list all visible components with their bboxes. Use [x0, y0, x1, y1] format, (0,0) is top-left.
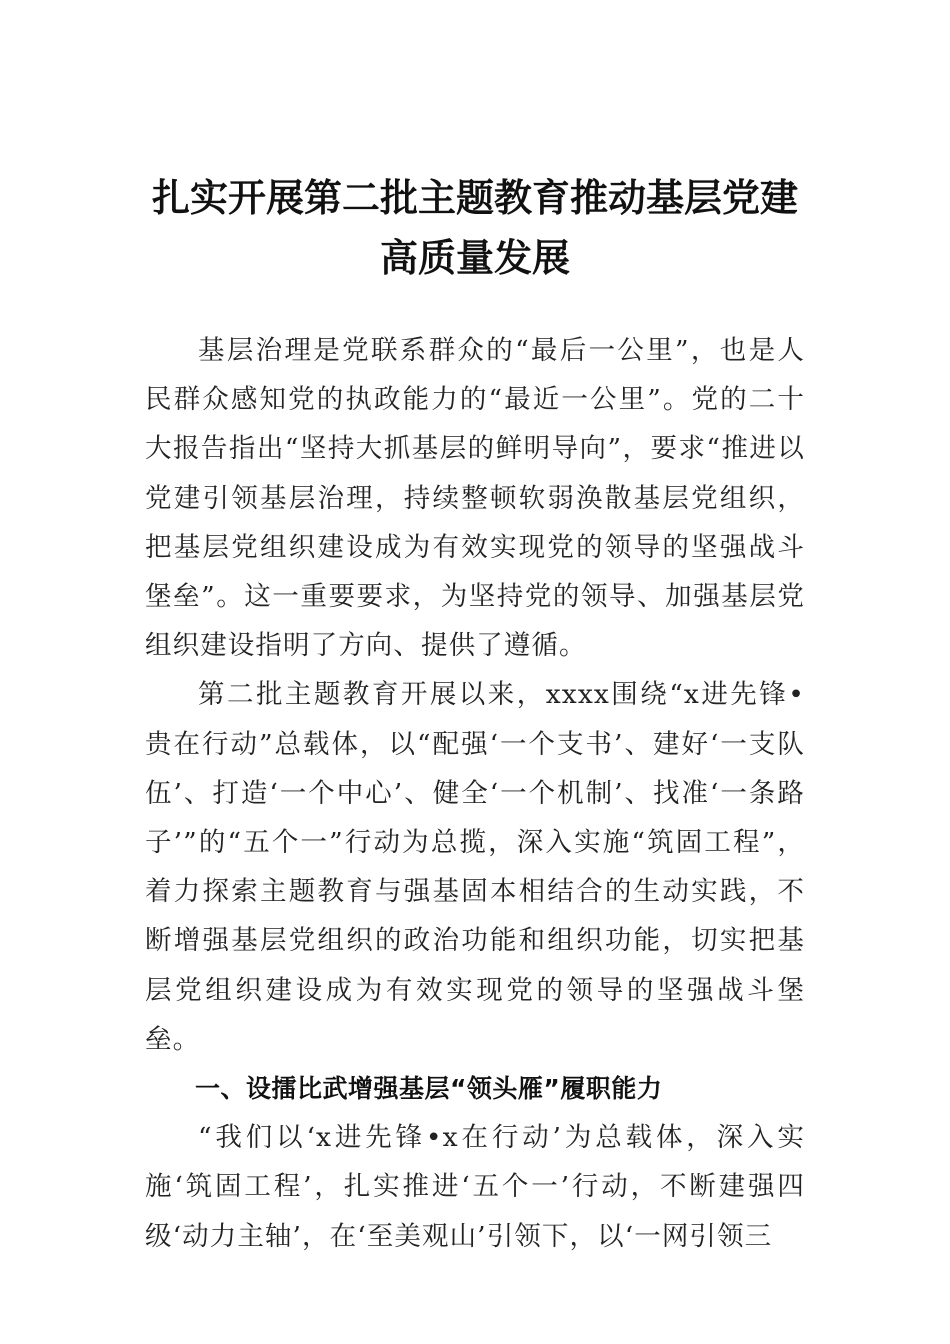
paragraph-intro: 基层治理是党联系群众的“最后一公里”，也是人民群众感知党的执政能力的“最近一公里”。党的二十大报告指出“坚持大抓基层的鲜明导向”，要求“推进以党建引领基层治理，持续整顿软弱涣散基层党组织，把基层党组织建设成为有效实现党的领导的坚强战斗堡垒”。这一重要要求，为坚持党的领导、加强基层党组织建设指明了方向、提供了遵循。	[145, 335, 805, 662]
section-heading: 一、设擂比武增强基层“领头雁”履职能力	[195, 1074, 663, 1104]
paragraph-section-quote: “我们以‘x进先锋•x在行动’为总载体，深入实施‘筑固工程’，扎实推进‘五个一’行动，不断建强四级‘动力主轴’，在‘至美观山’引领下，以‘一网引领三	[145, 1122, 805, 1252]
document-body	[145, 326, 805, 1261]
paragraph-overview: 第二批主题教育开展以来，xxxx围绕“x进先锋•贵在行动”总载体，以“配强‘一个支书’、建好‘一支队伍’、打造‘一个中心’、健全‘一个机制’、找准‘一条路子’”的“五个一”行动为总揽，深入实施“筑固工程”，着力探索主题教育与强基固本相结合的生动实践，不断增强基层党组织的政治功能和组织功能，切实把基层党组织建设成为有效实现党的领导的坚强战斗堡垒。	[145, 679, 805, 1055]
document-title: 扎实开展第二批主题教育推动基层党建高质量发展	[151, 175, 798, 280]
